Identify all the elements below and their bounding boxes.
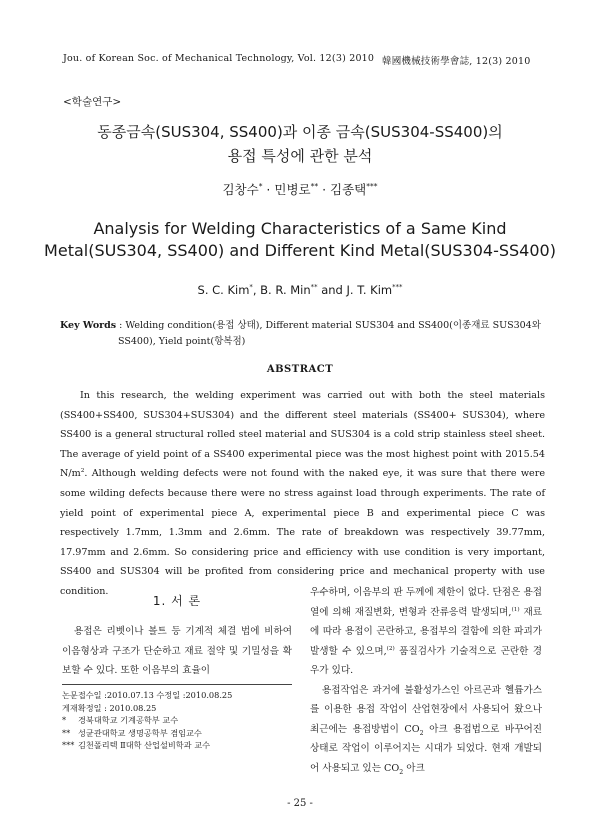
abstract-heading: ABSTRACT xyxy=(266,364,334,375)
paragraph-1: 우수하며, 이음부의 판 두께에 제한이 없다. 단점은 용접 열에 의해 재질변화, 변형과 잔류응력 발생되며,$^{(1)}$ 재료에 따라 용접이 곤란하고, 용접부의 결함에 의한 파괴가 발생할 수 있으며,$^{(2)}$ 품질검사가 기술적으로 곤란한 경우가 있다. xyxy=(310,587,542,676)
footnote-affiliation-1: * 경북대학교 기계공학부 교수 xyxy=(62,715,179,726)
abstract-body: In this research, the welding experiment was carried out with both the steel materials (SS400+SS400, SUS304+SUS304) and the different steel materials (SS400+ SUS304), where SS400 is a general structural rolled steel material and SUS304 is a cold strip stainless steel sheet. The average of yield point of a SS400 experimental piece was the most highest point with 2015.54 $N/m^2$. Although welding defects were not found with the naked eye, it was sure that there were some wilding defects because there were no stress against load through experiments. The rate of yield point of experimental piece A, experimental piece B and experimental piece C was respectively 1.7mm, 1.3mm and 2.6mm. The rate of breakdown was respectively 39.77mm, 17.97mm and 2.6mm. So considering price and efficiency with use condition is very important, SS400 and SUS304 will be profited from considering price and mechanical property with use condition. xyxy=(60,390,545,597)
journal-header-korean: 韓國機械技術學會誌, 12(3) 2010 xyxy=(382,56,531,67)
section-heading-introduction: 1. 서 론 xyxy=(152,594,202,608)
english-title-line1: Analysis for Welding Characteristics of a Same Kind xyxy=(93,219,507,238)
keywords-text-line2: SS400), Yield point(항복점) xyxy=(118,336,246,347)
introduction-right-column xyxy=(310,583,542,778)
english-title-line2: Metal(SUS304, SS400) and Different Kind Metal(SUS304-SS400) xyxy=(44,241,556,260)
korean-title-line1: 동종금속(SUS304, SS400)과 이종 금속(SUS304-SS400)의 xyxy=(97,123,503,141)
introduction-left-column: 용접은 리벳이나 볼트 등 기계적 체결 법에 비하여 이음형상과 구조가 단순하고 재료 절약 및 기밀성을 확보할 수 있다. 또한 이음부의 효율이 xyxy=(62,626,292,676)
keywords-label: Key Words xyxy=(60,320,117,331)
journal-header-english: Jou. of Korean Soc. of Mechanical Technology, Vol. 12(3) 2010 xyxy=(63,53,375,64)
korean-authors: 김창수* · 민병로** · 김종택*** xyxy=(222,181,378,197)
page-number: - 25 - xyxy=(287,798,313,809)
keywords-text: : Welding condition(용접 상태), Different material SUS304 and SS400(이종재료 SUS304와 xyxy=(116,320,541,331)
english-authors: S. C. Kim*, B. R. Min** and J. T. Kim*** xyxy=(197,283,403,297)
author-kr-1: 김창수 xyxy=(222,182,259,197)
footnote-divider xyxy=(62,684,292,685)
accepted-date: 게재확정일 : 2010.08.25 xyxy=(62,702,157,713)
paragraph-2: 용접작업은 과거에 불활성가스인 아르곤과 헬륨가스를 이용한 용접 작업이 산업현장에서 사용되어 왔으나 최근에는 용접방법이 $CO_2$ 아크 용접법으로 바꾸어진 상태로 작업이 이루어지는 시대가 되었다. 현재 개발되어 사용되고 있는 $CO_2$ 아크 xyxy=(310,684,543,776)
received-date: 논문접수일 :2010.07.13 수정일 :2010.08.25 xyxy=(62,690,233,700)
reference-1: (1) xyxy=(511,606,520,613)
reference-2: (2) xyxy=(386,645,395,652)
footnote-affiliation-2: ** 성균관대학교 생명공학부 겸임교수 xyxy=(62,727,202,738)
footnote-affiliation-3: *** 김천폴리텍 Ⅱ대학 산업설비학과 교수 xyxy=(62,740,211,751)
keywords xyxy=(60,318,550,350)
article-category: <학술연구> xyxy=(63,96,122,108)
footnotes xyxy=(62,689,232,752)
korean-title-line2: 용접 특성에 관한 분석 xyxy=(227,147,373,165)
